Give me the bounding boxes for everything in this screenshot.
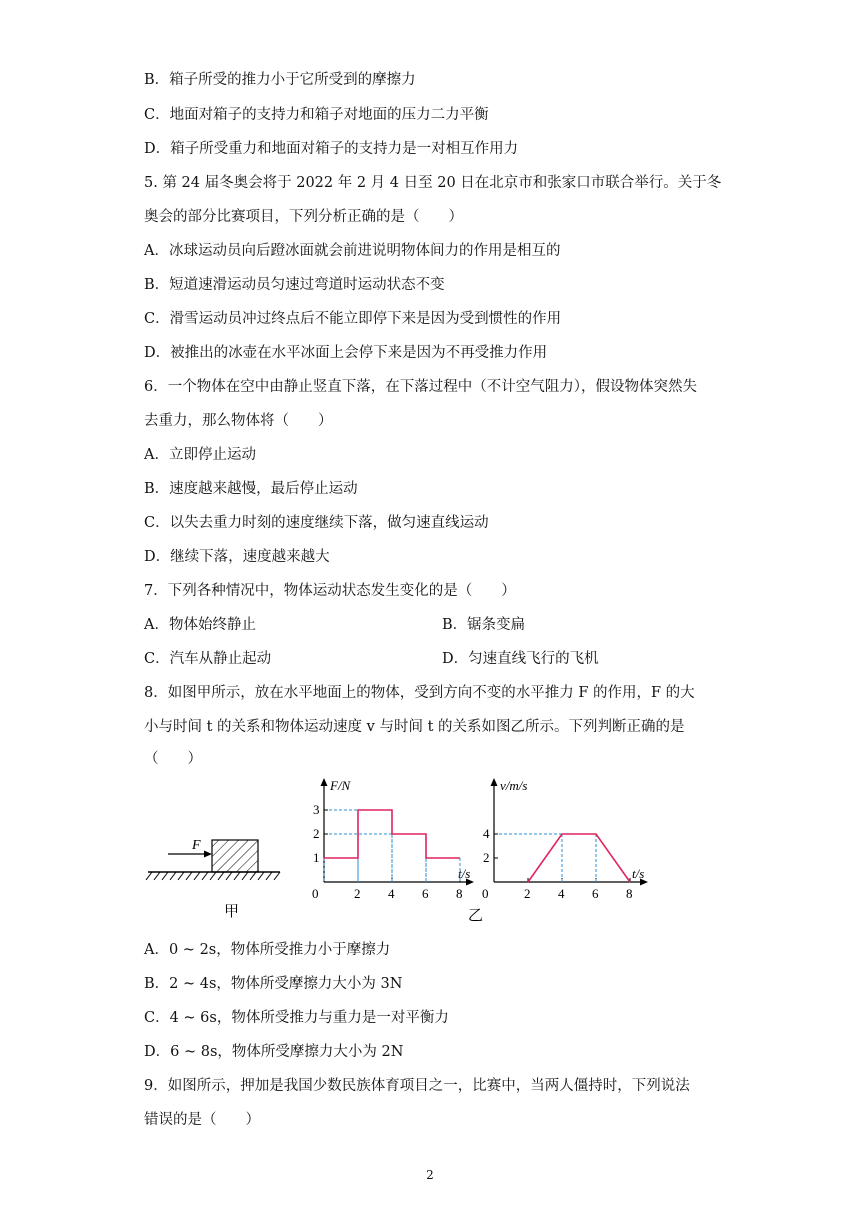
q7-option-b: B．锯条变扁 xyxy=(442,617,526,633)
block xyxy=(212,840,258,872)
q6-option-d: D．继续下落，速度越来越大 xyxy=(144,549,330,565)
chart-force-time xyxy=(312,778,474,901)
caption-jia: 甲 xyxy=(224,904,240,920)
f-y-tick-label: 1 xyxy=(313,850,320,865)
force-label: F xyxy=(192,838,201,853)
page-number: 2 xyxy=(426,1168,434,1182)
q7-option-a: A．物体始终静止 xyxy=(144,617,256,633)
q6-stem-line1: 6．一个物体在空中由静止竖直下落，在下落过程中（不计空气阻力），假设物体突然失 xyxy=(144,379,697,395)
f-x-tick-label: 6 xyxy=(422,886,429,901)
q8-option-c: C．4 ~ 6s，物体所受推力与重力是一对平衡力 xyxy=(144,1010,449,1026)
q9-stem-line2: 错误的是（ ） xyxy=(144,1112,260,1128)
q8-option-a: A．0 ~ 2s，物体所受推力小于摩擦力 xyxy=(144,942,391,958)
f-y-tick-label: 3 xyxy=(313,802,320,817)
q4-option-b: B．箱子所受的推力小于它所受到的摩擦力 xyxy=(144,72,416,88)
q7-stem: 7．下列各种情况中，物体运动状态发生变化的是（ ） xyxy=(144,583,516,599)
q7-option-d: D．匀速直线飞行的飞机 xyxy=(442,651,599,667)
q8-figure xyxy=(140,770,680,930)
q8-stem-line2: 小与时间 t 的关系和物体运动速度 v 与时间 t 的关系如图乙所示。下列判断正确的是 xyxy=(144,719,685,735)
v-y-tick-label: 4 xyxy=(483,826,490,841)
q8-stem-line3: （ ） xyxy=(144,751,202,767)
q4-option-c: C．地面对箱子的支持力和箱子对地面的压力二力平衡 xyxy=(144,107,489,123)
force-arrow-icon xyxy=(204,851,212,858)
v-x-tick-label: 4 xyxy=(558,886,565,901)
q7-option-c: C．汽车从静止起动 xyxy=(144,651,272,667)
f-y-arrow-icon xyxy=(321,778,328,786)
q5-option-a: A．冰球运动员向后蹬冰面就会前进说明物体间力的作用是相互的 xyxy=(144,243,561,259)
q5-stem-line2: 奥会的部分比赛项目，下列分析正确的是（ ） xyxy=(144,209,463,225)
v-y-tick-label: 2 xyxy=(483,850,490,865)
caption-yi: 乙 xyxy=(468,908,484,924)
q8-option-b: B．2 ~ 4s，物体所受摩擦力大小为 3N xyxy=(144,976,403,992)
v-series-line xyxy=(528,834,630,882)
q9-stem-line1: 9．如图所示，押加是我国少数民族体育项目之一，比赛中，当两人僵持时，下列说法 xyxy=(144,1078,690,1094)
q5-stem-line1: 5. 第 24 届冬奥会将于 2022 年 2 月 4 日至 20 日在北京市和张家口市联合举行。关于冬 xyxy=(144,175,722,191)
q5-option-d: D．被推出的冰壶在水平冰面上会停下来是因为不再受推力作用 xyxy=(144,345,548,361)
v-y-label: v/m/s xyxy=(500,778,528,793)
f-x-tick-label: 8 xyxy=(456,886,463,901)
q5-option-c: C．滑雪运动员冲过终点后不能立即停下来是因为受到惯性的作用 xyxy=(144,311,562,327)
q6-stem-line2: 去重力，那么物体将（ ） xyxy=(144,413,333,429)
f-x-label: t/s xyxy=(458,866,471,881)
v-x-label: t/s xyxy=(632,866,645,881)
q5-option-b: B．短道速滑运动员匀速过弯道时运动状态不变 xyxy=(144,277,445,293)
q8-option-d: D．6 ~ 8s，物体所受摩擦力大小为 2N xyxy=(144,1044,404,1060)
f-x-tick-label: 4 xyxy=(388,886,395,901)
v-x-tick-label: 0 xyxy=(482,886,489,901)
v-y-arrow-icon xyxy=(491,778,498,786)
f-y-label: F/N xyxy=(330,778,351,793)
q6-option-a: A．立即停止运动 xyxy=(144,447,256,463)
q4-option-d: D．箱子所受重力和地面对箱子的支持力是一对相互作用力 xyxy=(144,141,519,157)
q6-option-c: C．以失去重力时刻的速度继续下落，做匀速直线运动 xyxy=(144,515,489,531)
v-x-tick-label: 6 xyxy=(592,886,599,901)
chart-velocity-time xyxy=(482,778,648,901)
f-x-tick-label: 2 xyxy=(354,886,361,901)
f-y-tick-label: 2 xyxy=(313,826,320,841)
v-x-tick-label: 2 xyxy=(524,886,531,901)
v-x-tick-label: 8 xyxy=(626,886,633,901)
q8-stem-line1: 8．如图甲所示，放在水平地面上的物体，受到方向不变的水平推力 F 的作用，F 的大 xyxy=(144,685,695,701)
f-x-tick-label: 0 xyxy=(312,886,319,901)
figure-jia xyxy=(146,838,280,920)
q6-option-b: B．速度越来越慢，最后停止运动 xyxy=(144,481,358,497)
